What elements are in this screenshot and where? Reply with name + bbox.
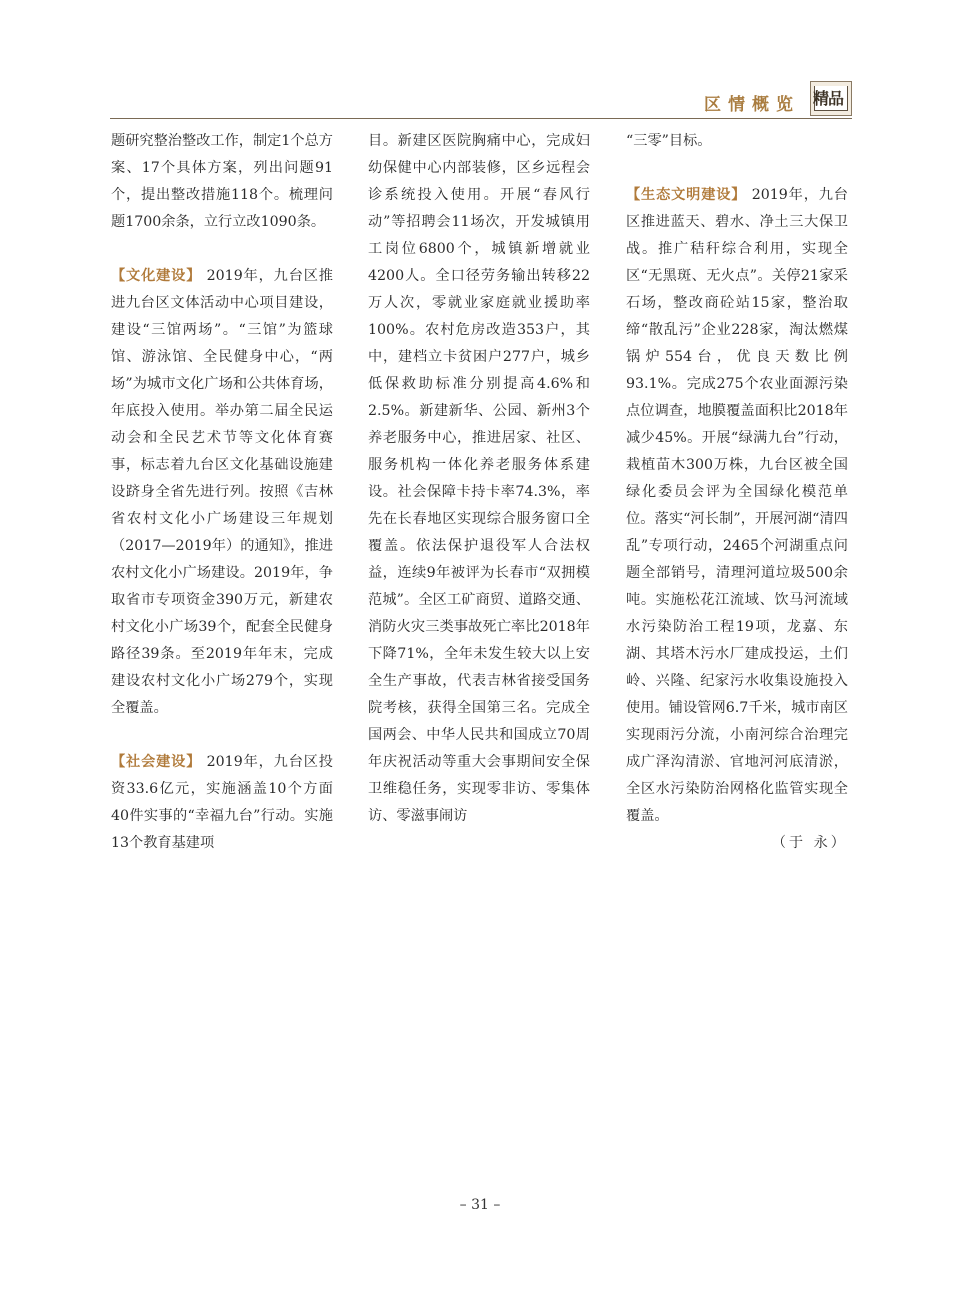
section-title: 区情概览	[704, 95, 800, 115]
section-society	[111, 749, 333, 857]
text-column-2	[368, 128, 590, 830]
page-number: – 31 –	[459, 1197, 501, 1213]
logo-text: 精品	[813, 89, 844, 108]
header-divider	[110, 118, 852, 119]
section-heading-culture: 【文化建设】	[111, 268, 202, 284]
section-heading-society: 【社会建设】	[111, 754, 202, 770]
jingpin-logo	[810, 81, 852, 116]
text-column-1	[111, 128, 333, 857]
section-ecology	[626, 182, 848, 830]
text-column-3	[626, 128, 848, 857]
paragraph: “三零”目标。	[626, 133, 712, 149]
page-header	[110, 80, 852, 120]
section-heading-ecology: 【生态文明建设】	[626, 187, 747, 203]
paragraph: 2019年，九台区推进九台区文体活动中心项目建设，建设“三馆两场”。“三馆”为篮球馆、游泳馆、全民健身中心，“两场”为城市文化广场和公共体育场，年底投入使用。举办第二届全民运动会和全民艺术节等文化体育赛事，标志着九台区文化基础设施建设跻身全省先进行列。按照《吉林省农村文化小广场建设三年规划（2017—2019年）的通知》，推进农村文化小广场建设。2019年，争取省市专项资金390万元，新建农村文化小广场39个，配套全民健身路径39条。至2019年年末，完成建设农村文化小广场279个，实现全覆盖。	[111, 268, 333, 716]
author-credit: （于 永）	[771, 835, 848, 851]
paragraph: 题研究整治整改工作，制定1个总方案、17个具体方案，列出问题91个，提出整改措施118个。梳理问题1700余条，立行立改1090条。	[111, 133, 333, 230]
paragraph: 2019年，九台区推进蓝天、碧水、净土三大保卫战。推广秸秆综合利用，实现全区“无黑斑、无火点”。关停21家采石场，整改商砼站15家，整治取缔“散乱污”企业228家，淘汰燃煤锅炉554台，优良天数比例93.1%。完成275个农业面源污染点位调查，地膜覆盖面积比2018年减少45%。开展“绿满九台”行动，栽植苗木300万株，九台区被全国绿化委员会评为全国绿化模范单位。落实“河长制”，开展河湖“清四乱”专项行动，2465个河湖重点问题全部销号，清理河道垃圾500余吨。实施松花江流域、饮马河流域水污染防治工程19项，龙嘉、东湖、其塔木污水厂建成投运，土们岭、兴隆、纪家污水收集设施投入使用。铺设管网6.7千米，城市南区实现雨污分流，小南河综合治理完成广泽沟清淤、官地河河底清淤，全区水污染防治网格化监管实现全覆盖。	[626, 187, 848, 824]
paragraph: 2019年，九台区投资33.6亿元，实施涵盖10个方面40件实事的“幸福九台”行动。实施13个教育基建项	[111, 754, 333, 851]
paragraph: 目。新建区医院胸痛中心，完成妇幼保健中心内部装修，区乡远程会诊系统投入使用。开展“春风行动”等招聘会11场次，开发城镇用工岗位6800个，城镇新增就业4200人。全口径劳务输出转移22万人次，零就业家庭就业援助率100%。农村危房改造353户，其中，建档立卡贫困户277户，城乡低保救助标准分别提高4.6%和2.5%。新建新华、公园、新州3个养老服务中心，推进居家、社区、服务机构一体化养老服务体系建设。社会保障卡持卡率74.3%，率先在长春地区实现综合服务窗口全覆盖。依法保护退役军人合法权益，连续9年被评为长春市“双拥模范城”。全区工矿商贸、道路交通、消防火灾三类事故死亡率比2018年下降71%，全年未发生较大以上安全生产事故，代表吉林省接受国务院考核，获得全国第三名。完成全国两会、中华人民共和国成立70周年庆祝活动等重大会事期间安全保卫维稳任务，实现零非访、零集体访、零滋事闹访	[368, 133, 590, 824]
section-culture	[111, 263, 333, 722]
